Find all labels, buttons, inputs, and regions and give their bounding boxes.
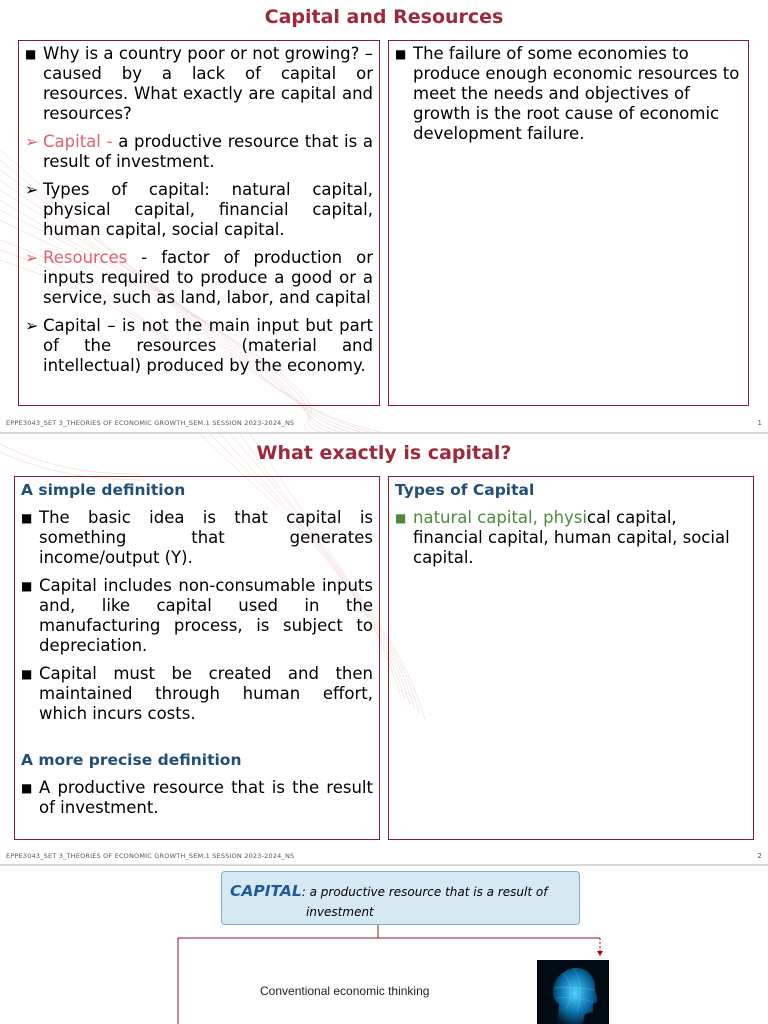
bullet-item xyxy=(21,576,373,656)
digital-head-icon xyxy=(537,960,609,1024)
simple-definition-heading: A simple definition xyxy=(21,481,186,499)
right-content-box xyxy=(388,476,754,840)
capital-note-text: Capital – is not the main input but part of the resources (material and intellectual) produced by the economy. xyxy=(43,316,373,375)
slide-title: What exactly is capital? xyxy=(256,442,512,464)
page-number: 1 xyxy=(757,419,762,427)
left-content-box xyxy=(14,476,380,840)
capital-note xyxy=(25,316,373,376)
square-bullet-icon: ■ xyxy=(21,511,33,525)
bullet-item xyxy=(21,664,373,724)
capital-definition-box xyxy=(221,871,580,925)
square-bullet-icon: ■ xyxy=(395,511,407,525)
bullet-text: The failure of some economies to produce enough economic resources to meet the needs and objectives of growth is the root cause of economic development failure. xyxy=(413,44,740,143)
resources-def: - factor of production or inputs required to produce a good or a service, such as land, labor, and capital xyxy=(43,248,373,307)
square-bullet-icon: ■ xyxy=(21,781,33,795)
slide-footer: EPPE3043_SET 3_THEORIES OF ECONOMIC GROWTH_SEM.1 SESSION 2023-2024_NS xyxy=(6,852,295,860)
arrow-bullet-icon: ➢ xyxy=(25,132,39,151)
square-bullet-icon: ■ xyxy=(21,667,33,681)
square-bullet-icon: ■ xyxy=(395,47,407,61)
square-bullet-icon: ■ xyxy=(21,579,33,593)
capital-word: CAPITAL xyxy=(230,882,302,900)
rest-text: cal capital, financial capital, human capital, social capital. xyxy=(413,508,730,567)
bullet-item xyxy=(25,44,373,124)
bullet-item xyxy=(21,778,373,818)
capital-def-part2: investment xyxy=(306,905,374,919)
capital-definition xyxy=(25,132,373,172)
bullet-text: Capital must be created and then maintained through human effort, which incurs costs. xyxy=(39,664,373,723)
bullet-text: The basic idea is that capital is something that generates income/output (Y). xyxy=(39,508,373,567)
page-number: 2 xyxy=(757,852,762,860)
arrow-bullet-icon: ➢ xyxy=(25,180,39,199)
bullet-text: Why is a country poor or not growing? – caused by a lack of capital or resources. What exactly are capital and resources? xyxy=(43,44,373,123)
bullet-text: A productive resource that is the result of investment. xyxy=(39,778,373,817)
bullet-text: Capital includes non-consumable inputs and, like capital used in the manufacturing process, is subject to depreciation. xyxy=(39,576,373,655)
resources-definition xyxy=(25,248,373,308)
precise-definition-heading: A more precise definition xyxy=(21,751,242,769)
capital-line xyxy=(230,882,547,900)
capital-def-part1: : a productive resource that is a result of xyxy=(301,885,548,899)
slide-1 xyxy=(0,0,768,432)
left-content-box xyxy=(18,40,380,406)
conventional-thinking-label: Conventional economic thinking xyxy=(260,984,430,998)
slide-title: Capital and Resources xyxy=(264,6,504,28)
capital-def: a productive resource that is a result of investment. xyxy=(43,132,373,171)
types-of-capital-heading: Types of Capital xyxy=(395,481,535,499)
types-text: Types of capital: natural capital, physical capital, financial capital, human capital, social capital. xyxy=(43,180,373,239)
bullet-item xyxy=(395,44,741,144)
slide-2 xyxy=(0,434,768,864)
dash: - xyxy=(100,132,119,151)
bullet-item xyxy=(21,508,373,568)
capital-term: Capital xyxy=(43,132,101,151)
right-content-box xyxy=(388,40,749,406)
square-bullet-icon: ■ xyxy=(25,47,37,61)
slide-footer: EPPE3043_SET 3_THEORIES OF ECONOMIC GROWTH_SEM.1 SESSION 2023-2024_NS xyxy=(6,419,295,427)
resources-term: Resources xyxy=(43,248,128,267)
types-of-capital xyxy=(25,180,373,240)
arrow-bullet-icon: ➢ xyxy=(25,248,39,267)
green-text: natural capital, physi xyxy=(413,508,587,527)
arrow-bullet-icon: ➢ xyxy=(25,316,39,335)
bullet-item xyxy=(395,508,747,568)
